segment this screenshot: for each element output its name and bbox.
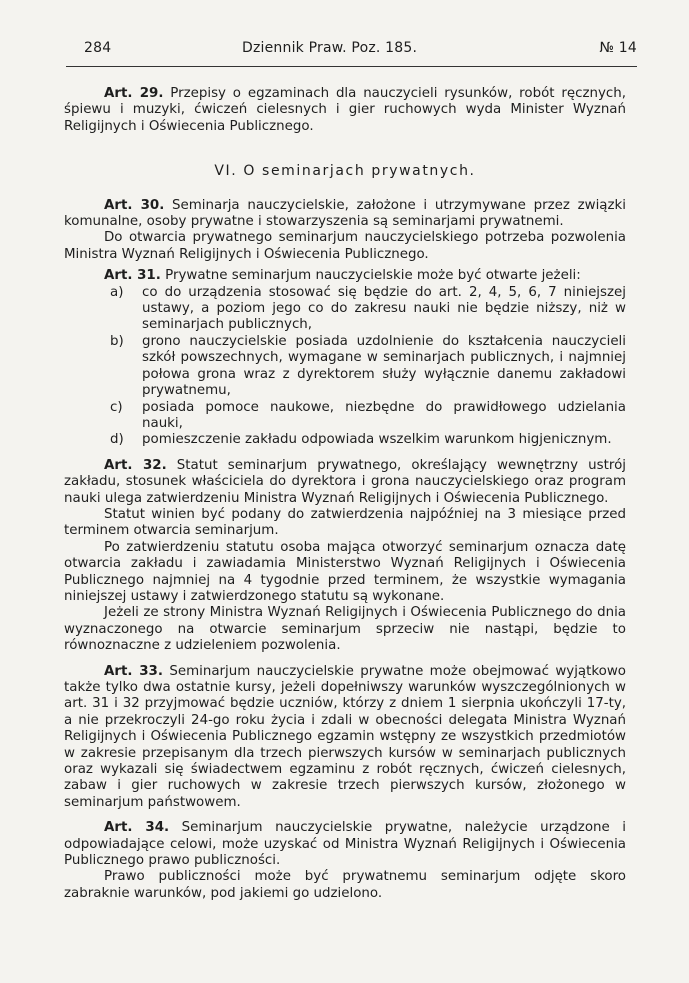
article-31-item-a [64, 285, 626, 334]
article-32-paragraph-4: Jeżeli ze strony Ministra Wyznań Religijnych i Oświecenia Publicznego do dnia wyznaczonego na otwarcie seminarjum sprzeciw nie nastąpi, będzie to równoznaczne z udzieleniem pozwolenia. [64, 605, 626, 654]
article-29 [64, 86, 626, 135]
article-33 [64, 664, 626, 812]
article-32-paragraph-2: Statut winien być podany do zatwierdzenia najpóźniej na 3 miesiące przed terminem otwarcia seminarjum. [64, 506, 626, 539]
article-32 [64, 458, 626, 507]
item-text: posiada pomoce naukowe, niezbędne do prawidłowego udzielania nauki, [142, 399, 626, 431]
item-label: a) [110, 284, 124, 300]
page-number: 284 [84, 40, 112, 56]
article-31-label: Art. 31. [104, 268, 161, 284]
article-32-text: Statut seminarjum prywatnego, określający wewnętrzny ustrój zakładu, stosunek właściciela do dyrektora i grona nauczycielskiego oraz program nauki ulega zatwierdzeniu Ministra Wyznań Religijnych i Oświecenia Publicznego. [64, 457, 626, 506]
article-34-label: Art. 34. [104, 820, 170, 836]
item-label: d) [110, 432, 124, 448]
article-31-item-d [64, 432, 626, 448]
page-header [64, 36, 637, 62]
article-34-text: Seminarjum nauczycielskie prywatne, należycie urządzone i odpowiadające celowi, może uzyskać od Ministra Wyznań Religijnych i Oświecenia Publicznego prawo publiczności. [64, 820, 626, 869]
article-30-text: Seminarja nauczycielskie, założone i utrzymywane przez związki komunalne, osoby prywatne i stowarzyszenia są seminarjami prywatnemi. [64, 197, 627, 230]
article-29-text: Przepisy o egzaminach dla nauczycieli rysunków, robót ręcznych, śpiewu i muzyki, ćwiczeń cielesnych i gier ruchowych wyda Minister Wyznań Religijnych i Oświecenia Publicznego. [64, 86, 626, 134]
section-title: VI. O seminarjach prywatnych. [214, 163, 476, 180]
document-body [64, 86, 626, 902]
article-31 [64, 268, 626, 284]
article-30 [64, 198, 626, 231]
article-34-paragraph-2: Prawo publiczności może być prywatnemu seminarjum odjęte skoro zabraknie warunków, pod jakiemi go udzielono. [64, 869, 626, 901]
article-32-label: Art. 32. [104, 457, 167, 473]
article-30-label: Art. 30. [104, 197, 165, 213]
article-33-text: Seminarjum nauczycielskie prywatne może obejmować wyjątkowo także tylko dwa ostatnie kursy, jeżeli dopełniwszy warunków wyszczególnionych w art. 31 i 32 przyjmować będzie uczniów, którzy z dniem 1 sierpnia ukończyli 17-ty, a nie przekroczyli 24-go roku życia i zdali w obecności delegata Ministra Wyznań Religijnych i Oświecenia Publicznego egzamin wstępny ze wszystkich przedmiotów w zakresie przepisanym dla trzech pierwszych kursów w seminarjach publicznych oraz wykazali się świadectwem egzaminu z robót ręcznych, ćwiczeń cielesnych, zabaw i gier ruchowych w zakresie trzech pierwszych kursów, złożonego w seminarjum państwowem. [64, 663, 626, 810]
item-text: pomieszczenie zakładu odpowiada wszelkim warunkom higjenicznym. [142, 432, 612, 448]
item-text: co do urządzenia stosować się będzie do art. 2, 4, 5, 6, 7 niniejszej ustawy, a poziom jego co do zakresu nauki nie będzie niższy, niż w seminarjach publicznych, [142, 284, 626, 333]
article-31-item-b [64, 334, 626, 400]
article-31-text: Prywatne seminarjum nauczycielskie może być otwarte jeżeli: [165, 268, 581, 284]
publication-title: Dziennik Praw. Poz. 185. [242, 40, 418, 56]
item-label: c) [110, 399, 123, 415]
issue-number: № 14 [599, 40, 637, 56]
article-33-label: Art. 33. [104, 663, 163, 679]
item-label: b) [110, 333, 124, 349]
article-30-paragraph-2: Do otwarcia prywatnego seminarjum nauczycielskiego potrzeba pozwolenia Ministra Wyznań Religijnych i Oświecenia Publicznego. [64, 230, 626, 262]
article-32-paragraph-3: Po zatwierdzeniu statutu osoba mająca otworzyć seminarjum oznacza datę otwarcia zakładu i zawiadamia Ministerstwo Wyznań Religijnych i Oświecenia Publicznego najmniej na 4 tygodnie przed terminem, że wszystkie wymagania niniejszej ustawy i zatwierdzonego statutu są wykonane. [64, 539, 626, 604]
article-29-label: Art. 29. [104, 86, 164, 101]
article-34 [64, 820, 626, 869]
header-rule [66, 66, 637, 67]
article-31-item-c [64, 400, 626, 433]
item-text: grono nauczycielskie posiada uzdolnienie do kształcenia nauczycieli szkół powszechnych, wymagane w seminarjach publicznych, i najmniej połowa grona wraz z dyrektorem służy wyłącznie danemu zakładowi prywatnemu, [142, 333, 626, 399]
